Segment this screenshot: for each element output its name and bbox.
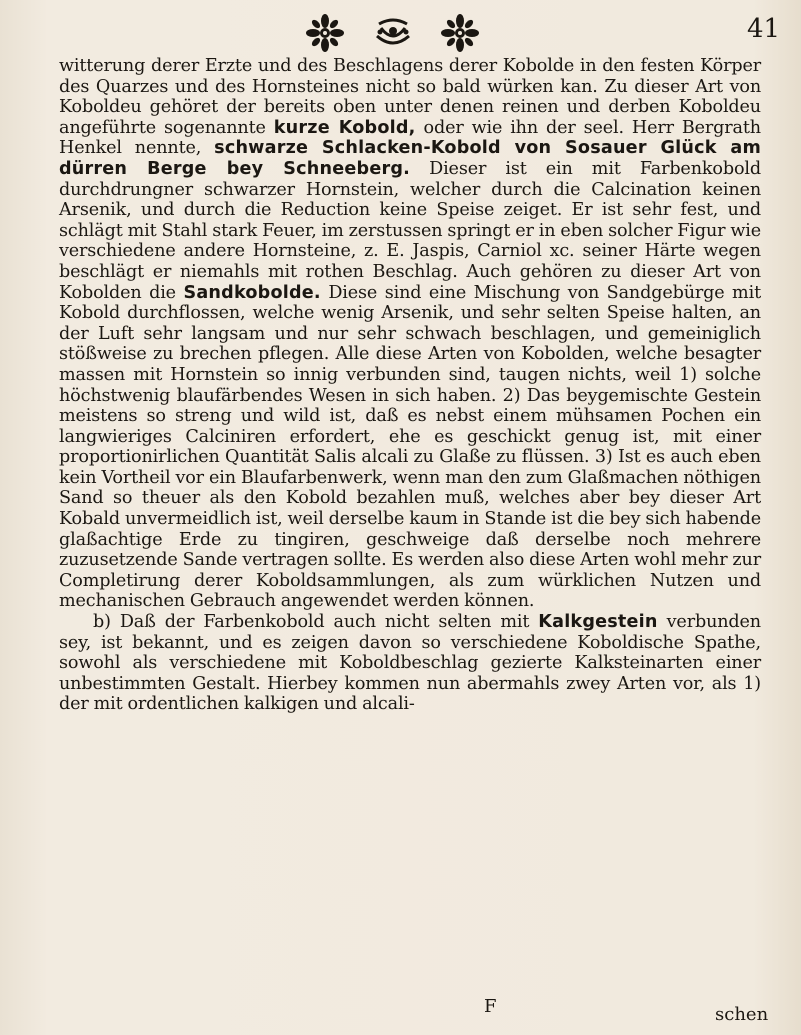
page-number: 41 (747, 14, 781, 44)
text-run: witterung derer Erzte und des Beschlagens derer Kobolde in den festen Körper des Quarzes und des Hornsteines nicht so bald würken kan. Zu dieser Art von Koboldeu gehöret der bereits oben unter denen reinen und derben Koboldeu angeführte sogenannte (59, 56, 761, 138)
catchword: schen (715, 1004, 769, 1025)
paragraph (59, 612, 761, 715)
text-run: oder wie ihn der seel. Herr Bergrath Henkel nennte, (59, 117, 761, 159)
ornament-flower-icon (305, 14, 345, 52)
text-run: verbunden sey, ist bekannt, und es zeigen davon so verschiedene Koboldische Spathe, sowohl als verschiedene mit Koboldbeschlag gezierte Kalksteinarten einer unbestimmten Gestalt. Hierbey kommen nun abermahls zwey Arten vor, als 1) der mit ordentlichen kalkigen und alcali- (59, 612, 761, 715)
text-run: Dieser ist ein mit Farbenkobold durchdrungner schwarzer Hornstein, welcher durch die Calcination keinen Arsenik, und durch die Reduction keine Speise zeiget. Er ist sehr fest, und schlägt mit Stahl stark Feuer, im zerstussen springt er in eben solcher Figur wie verschiedene andere Hornsteine, z. E. Jaspis, Carniol xc. seiner Härte wegen beschlägt er niemahls mit rothen Beschlag. Auch gehören zu dieser Art von Kobolden die (59, 158, 761, 303)
emphasized-term: Sandkobolde. (183, 282, 321, 303)
text-run: Diese sind eine Mischung von Sandgebürge mit Kobold durchflossen, welche wenig Arsenik, und sehr selten Speise halten, an der Luft sehr langsam und nur sehr schwach beschlagen, und gemeiniglich stößweise zu brechen pflegen. Alle diese Arten von Kobolden, welche besagter massen mit Hornstein so innig verbunden sind, taugen nichts, weil 1) solche höchstwenig blaufärbendes Wesen in sich haben. 2) Das beygemischte Gestein meistens so streng und wild ist, daß es nebst einem mühsamen Pochen ein langwieriges Calciniren erfordert, ehe es geschickt genug ist, mit einer proportionirlichen Quantität Salis alcali zu Glaße zu flüssen. 3) Ist es auch eben kein Vortheil vor ein Blaufarbenwerk, wenn man den zum Glaßmachen nöthigen Sand so theuer als den Kobold bezahlen muß, welches aber bey dieser Art Kobald unvermeidlich ist, weil derselbe kaum in Stande ist die bey sich habende glaßachtige Erde zu tingiren, geschweige daß derselbe noch mehrere zuzusetzende Sande vertragen sollte. Es werden also diese Arten wohl mehr zur Completirung derer Koboldsammlungen, als zum würklichen Nutzen und mechanischen Gebrauch angewendet werden können. (59, 282, 761, 612)
ornament-crown-icon (373, 14, 413, 52)
paragraph (59, 56, 761, 612)
ornament-flower-icon (440, 14, 480, 52)
body-text (59, 56, 761, 715)
signature-mark: F (484, 996, 497, 1017)
header-ornaments (0, 12, 801, 52)
emphasized-term: Kalkgestein (538, 612, 658, 633)
emphasized-term: kurze Kobold, (273, 117, 416, 138)
text-run: b) Daß der Farbenkobold auch nicht selten mit (93, 612, 539, 633)
emphasized-term: schwarze Schlacken-Kobold von Sosauer Glück am dürren Berge bey Schneeberg. (59, 138, 762, 179)
